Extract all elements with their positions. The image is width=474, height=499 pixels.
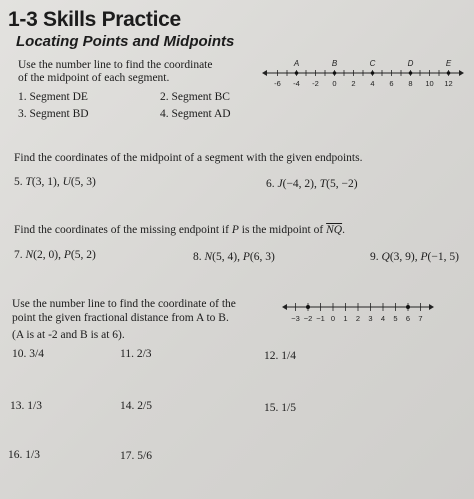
point-label: Q [381,251,390,263]
problem-number: 6. [266,178,275,190]
problem-number: 7. [14,249,23,261]
problem-11 [120,348,152,360]
problem-3 [18,108,89,120]
point-label: C [369,59,376,68]
tick-label: 7 [418,314,423,323]
point-coords: (6, 3) [249,251,275,263]
point-marker [333,71,337,75]
problem-1 [18,91,88,103]
point-label: A [293,59,300,68]
point-marker [371,71,375,75]
point-marker [447,71,451,75]
problem-15 [264,402,296,414]
tick-label: 6 [389,79,394,88]
problem-number: 2. [160,91,169,103]
tick-label: -2 [312,79,319,88]
problem-4 [160,108,231,120]
number-line-2 [278,297,438,329]
problem-number: 11. [120,348,134,360]
point-label: B [331,59,338,68]
point-marker [409,71,413,75]
tick-label: 1 [343,314,348,323]
problem-8 [193,251,275,263]
problem-number: 15. [264,402,279,414]
problem-number: 1. [18,91,27,103]
tick-label: −2 [303,314,313,323]
problem-text: 5/6 [137,450,152,462]
point-marker [306,305,310,309]
instruction-text: Find the coordinates of the missing endpoint if [14,224,232,236]
page-title: 1-3 Skills Practice [8,8,181,31]
left-arrow-icon [262,70,267,76]
point-label: N [204,251,213,263]
point-coords: (5, −2) [326,178,358,190]
problem-number: 4. [160,108,169,120]
section4-instruction-line1: Use the number line to find the coordinate of the [12,298,236,310]
problem-text: Segment DE [29,91,88,103]
tick-label: 0 [332,79,337,88]
problem-16 [8,449,40,461]
problem-text: Segment BC [171,91,230,103]
point-label: J [277,178,283,190]
problem-12 [264,350,296,362]
problem-text: 1/3 [25,449,40,461]
tick-label: -4 [293,79,300,88]
problem-number: 8. [193,251,202,263]
problem-number: 13. [10,400,25,412]
point-label: T [25,176,32,188]
instruction-text: is the midpoint of [238,224,327,236]
problem-14 [120,400,152,412]
tick-label: 8 [408,79,413,88]
point-coords: (−4, 2), [282,178,320,190]
point-coords: (5, 3) [70,176,96,188]
problem-text: 1/4 [281,350,296,362]
tick-label: 2 [355,314,361,323]
point-label: P [420,251,428,263]
tick-label: −3 [291,314,300,323]
problem-text: 3/4 [29,348,44,360]
tick-label: -6 [274,79,281,88]
problem-number: 16. [8,449,23,461]
problem-2 [160,91,230,103]
tick-label: 6 [405,314,411,323]
problem-10 [12,348,44,360]
problem-5 [14,176,96,188]
point-coords: (5, 2) [70,249,96,261]
problem-text: Segment BD [29,108,89,120]
tick-label: 12 [444,79,453,88]
section4-instruction-line2: point the given fractional distance from A to B. [12,312,229,324]
tick-label: 3 [368,314,373,323]
tick-label: 10 [425,79,434,88]
point-coords: (3, 9), [389,251,421,263]
section1-instruction-line2: of the midpoint of each segment. [18,72,170,84]
instruction-point: P [231,224,239,236]
point-coords: (5, 4), [212,251,243,263]
problem-17 [120,450,152,462]
point-label: T [319,178,327,190]
tick-label: 4 [370,79,375,88]
problem-number: 3. [18,108,27,120]
section2-instruction: Find the coordinates of the midpoint of a segment with the given endpoints. [14,152,363,164]
point-coords: (2, 0), [33,249,64,261]
tick-label: 2 [351,79,356,88]
problem-7 [14,249,96,261]
instruction-segment: $\overline{NQ}$ [326,224,343,236]
tick-label: −1 [316,314,325,323]
instruction-text: . [342,224,345,236]
left-arrow-icon [282,304,287,310]
section1-instruction-line1: Use the number line to find the coordinate [18,59,213,71]
point-coords: (−1, 5) [427,251,459,263]
point-marker [295,71,299,75]
problem-text: 1/5 [281,402,296,414]
tick-label: 5 [393,314,398,323]
page-subtitle: Locating Points and Midpoints [16,33,235,50]
problem-6 [266,178,358,190]
problem-text: Segment AD [171,108,231,120]
section3-instruction [14,224,345,236]
tick-label: 4 [380,314,386,323]
point-label: D [407,59,414,68]
number-line-1 [258,56,468,94]
point-coords: (3, 1), [31,176,63,188]
point-label: P [242,251,250,263]
point-label: E [445,59,452,68]
problem-number: 10. [12,348,27,360]
point-label: U [62,176,71,188]
right-arrow-icon [429,304,434,310]
point-label: N [25,249,34,261]
section4-note: (A is at -2 and B is at 6). [12,329,125,341]
problem-number: 17. [120,450,135,462]
tick-label: 0 [330,314,336,323]
point-marker [406,305,410,309]
problem-number: 12. [264,350,279,362]
point-label: P [63,249,71,261]
problem-13 [10,400,42,412]
problem-text: 2/3 [136,348,152,360]
problem-text: 2/5 [137,400,152,412]
problem-text: 1/3 [27,400,42,412]
problem-number: 9. [370,251,379,263]
problem-9 [370,251,459,263]
right-arrow-icon [459,70,464,76]
problem-number: 14. [120,400,135,412]
problem-number: 5. [14,176,23,188]
